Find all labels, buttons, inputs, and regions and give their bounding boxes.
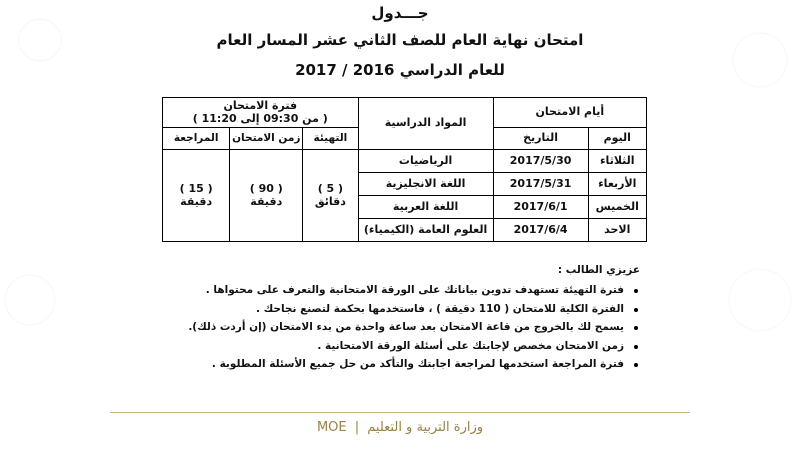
header-period-time: ( من 09:30 إلى 11:20 ) (192, 111, 328, 125)
footer-divider (110, 412, 690, 413)
row-day: الأربعاء (588, 173, 646, 196)
prep-unit: دقائق (314, 194, 346, 208)
exam-schedule-table (162, 97, 647, 242)
exam-unit: دقيقة (250, 194, 283, 208)
header-subjects: المواد الدراسية (358, 98, 493, 150)
exam-value: ( 90 ) (249, 181, 283, 195)
row-subject: اللغة العربية (358, 196, 493, 219)
list-item: يسمح لك بالخروج من قاعة الامتحان بعد ساعة واحدة من بدء الامتحان (إن أردت ذلك). (120, 321, 624, 333)
footer-separator: | (354, 420, 360, 435)
review-unit: دقيقة (180, 194, 213, 208)
list-item: فترة التهيئة تستهدف تدوين بياناتك على الورقة الامتحانية والتعرف على محتواها . (120, 284, 624, 296)
row-date: 2017/5/30 (493, 150, 588, 173)
review-value: ( 15 ) (179, 181, 213, 195)
review-duration-cell (163, 150, 230, 242)
footer-logo (0, 420, 800, 435)
row-date: 2017/6/1 (493, 196, 588, 219)
doc-academic-year: للعام الدراسي 2016 / 2017 (295, 61, 505, 79)
row-date: 2017/5/31 (493, 173, 588, 196)
table-row (163, 150, 647, 173)
header-prep: التهيئة (303, 128, 358, 150)
table-header-row (163, 98, 647, 128)
header-exam-period (163, 98, 359, 128)
row-subject: الرياضيات (358, 150, 493, 173)
header-date: التاريخ (493, 128, 588, 150)
exam-duration-cell (230, 150, 303, 242)
header-review: المراجعة (163, 128, 230, 150)
list-item: فترة المراجعة استخدمها لمراجعة اجابتك والتأكد من حل جميع الأسئلة المطلوبة . (120, 358, 624, 370)
row-subject: العلوم العامة (الكيمياء) (358, 219, 493, 242)
ministry-abbr: MOE (316, 420, 347, 435)
row-date: 2017/6/4 (493, 219, 588, 242)
header-day: اليوم (588, 128, 646, 150)
header-exam-time: زمن الامتحان (230, 128, 303, 150)
row-day: الاحد (588, 219, 646, 242)
prep-duration-cell (303, 150, 358, 242)
list-item: زمن الامتحان مخصص لإجابتك على أسئلة الورقة الامتحانية . (120, 340, 624, 352)
header-period-label: فترة الامتحان (223, 98, 298, 112)
notes-list (120, 284, 640, 370)
ministry-name: وزارة التربية و التعليم (367, 420, 484, 435)
header-exam-days: أيام الامتحان (493, 98, 646, 128)
row-day: الثلاثاء (588, 150, 646, 173)
student-notes (120, 264, 640, 377)
row-day: الخميس (588, 196, 646, 219)
doc-title: امتحان نهاية العام للصف الثاني عشر المسار العام (216, 31, 584, 49)
list-item: الفترة الكلية للامتحان ( 110 دقيقة ) ، فاستخدمها بحكمة لتصنع نجاحك . (120, 303, 624, 315)
prep-value: ( 5 ) (317, 181, 344, 195)
row-subject: اللغة الانجليزية (358, 173, 493, 196)
notes-greeting: عزيزي الطالب : (557, 264, 640, 276)
doc-heading: جـــدول (371, 4, 429, 22)
